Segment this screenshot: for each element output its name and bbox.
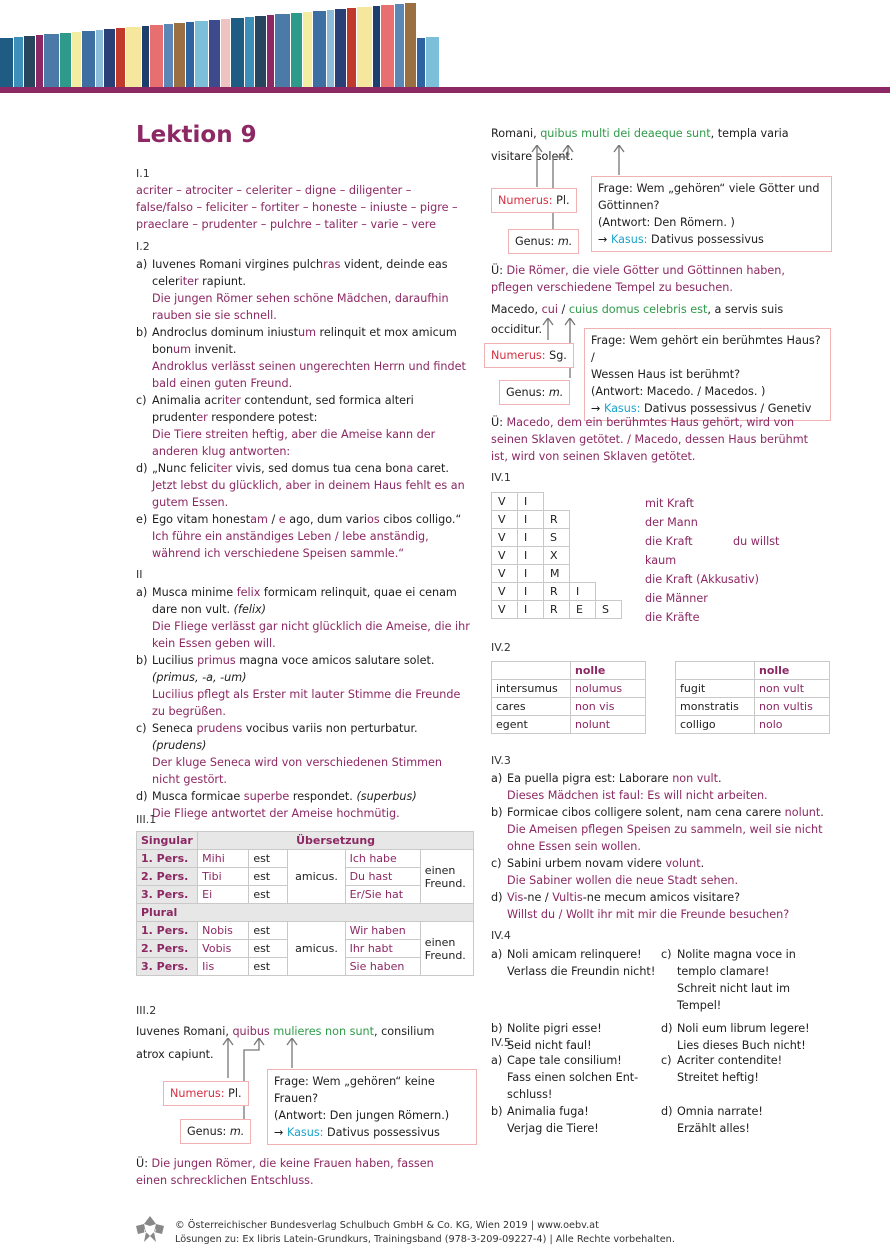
possessive-table [136, 831, 474, 976]
frage-box: Frage: Wem gehört ein berühmtes Haus? / Wessen Haus ist berühmt? (Antwort: Macedo. / Macedos. ) → Kasus: Dativus possessivus / Genetiv [584, 328, 831, 421]
highlight: iter [213, 462, 233, 475]
meaning: kaum [645, 554, 677, 567]
svg-text:öbv: öbv [143, 1227, 157, 1235]
highlight: um [297, 326, 316, 339]
book-spine [126, 27, 141, 88]
meaning: die Kraft (Akkusativ) [645, 573, 760, 586]
table-row: colligo nolo [676, 716, 830, 734]
table-header: Plural [137, 904, 474, 922]
table-row: egent nolunt [492, 716, 646, 734]
numerus-box: Numerus: Pl. [491, 188, 577, 213]
book-spine [36, 35, 43, 88]
book-spine [0, 38, 13, 88]
genus-box: Genus: m. [508, 229, 579, 254]
book-spine [195, 21, 208, 88]
book-spine [373, 6, 380, 88]
section-label: IV.1 [491, 471, 511, 484]
genus-box: Genus: m. [180, 1119, 251, 1144]
page-title: Lektion 9 [136, 122, 257, 148]
section-label: IV.2 [491, 641, 511, 654]
sentence-macedo: Macedo, cui / cuius domus celebris est, a servis suis occiditur. [491, 303, 784, 336]
exercise-item: b) Androclus dominum iniustum relinquit et mox amicum bonum invenit. Androklus verlässt seinen ungerechten Herrn und findet bald einen guten Freund. [136, 326, 466, 390]
exercise-item: c) Animalia acriter contendunt, sed formica alteri prudenter respondere potest: Die Tiere streiten heftig, aber die Ameise kann der anderen klug antworten: [136, 394, 436, 458]
table-row: V I R [492, 511, 622, 529]
book-spine [96, 30, 103, 88]
book-spine [231, 18, 244, 88]
exercise-item: b) Lucilius primus magna voce amicos salutare solet. (primus, -a, -um) Lucilius pflegt als Erster mit lauter Stimme die Freunde zu begrüßen. [136, 654, 461, 718]
table-row: V I R I [492, 583, 622, 601]
highlight: primus [197, 654, 236, 667]
exercise-item: c) Seneca prudens vocibus variis non perturbatur. (prudens) Der kluge Seneca wird von verschiedenen Stimmen nicht gestört. [136, 722, 442, 786]
table-row: V I R E S [492, 601, 622, 619]
highlight: volunt [665, 857, 701, 870]
table-row: V I [492, 493, 622, 511]
section-label: IV.5 [491, 1036, 511, 1049]
book-spine [14, 37, 23, 88]
book-spine [327, 10, 334, 88]
book-spine [186, 22, 194, 88]
table-header: Übersetzung [198, 832, 474, 850]
book-spine [221, 19, 230, 88]
meaning-extra: du willst [733, 535, 780, 548]
table-row: intersumus nolumus [492, 680, 646, 698]
exercise-item: a) Ea puella pigra est: Laborare non vult. Dieses Mädchen ist faul: Es will nicht arbeiten. [491, 772, 768, 802]
book-spine [395, 4, 404, 88]
nolle-table-right: nolle fugit non vult monstratis non vultis colligo nolo [675, 661, 830, 734]
table-row: V I M [492, 565, 622, 583]
highlight: ras [323, 258, 341, 271]
vis-table [491, 492, 622, 619]
exercise-item: e) Ego vitam honestam / e ago, dum varios cibos colligo.“ Ich führe ein anständiges Leben / lebe anständig, während ich verschiedene Speisen sammle.“ [136, 513, 462, 560]
highlight: prudens [196, 722, 243, 735]
book-spine [381, 5, 394, 88]
book-spine [209, 20, 220, 88]
exercise-item: d) Musca formicae superbe respondet. (superbus) Die Fliege antwortet der Ameise hochmütig. [136, 790, 417, 820]
exercise-item: d) „Nunc feliciter vivis, sed domus tua cena bona caret. Jetzt lebst du glücklich, aber in deinem Haus fehlt es an gutem Essen. [136, 462, 465, 509]
exercise-item: d) Omnia narrate! Erzählt alles! [661, 1105, 763, 1135]
frage-box: Frage: Wem „gehören“ keine Frauen? (Antwort: Den jungen Römern.) → Kasus: Dativus possessivus [267, 1069, 477, 1145]
table-row: 3. Pers. Ei est Er/Sie hat [137, 886, 474, 904]
exercise-item: d) Noli eum librum legere! Lies dieses Buch nicht! [661, 1022, 810, 1052]
vis-meanings [645, 494, 759, 627]
bookshelf-banner [0, 0, 890, 96]
book-spine [164, 24, 173, 88]
exercise-iv4 [491, 946, 831, 1054]
highlight: a [406, 462, 414, 475]
book-spine [255, 16, 266, 88]
book-spine [267, 15, 274, 88]
highlight: iter [221, 394, 241, 407]
highlight: am [250, 513, 268, 526]
table-row: 1. Pers. Mihi est amicus. Ich habe einen Freund. [137, 850, 474, 868]
book-spine [275, 14, 290, 88]
nolle-table-left: nolle intersumus nolumus cares non vis egent nolunt [491, 661, 646, 734]
exercise-item: a) Musca minime felix formicam relinquit, quae ei cenam dare non vult. (felix) Die Fliege verlässt gar nicht glücklich die Ameise, die ihr kein Essen geben will. [136, 586, 470, 650]
exercise-item: c) Sabini urbem novam videre volunt. Die Sabiner wollen die neue Stadt sehen. [491, 857, 739, 887]
book-spine [335, 9, 346, 88]
highlight: os [366, 513, 380, 526]
table-header: Singular [137, 832, 198, 850]
highlight: nolunt [784, 806, 821, 819]
exercise-ii [136, 584, 472, 822]
footer-text: © Österreichischer Bundesverlag Schulbuch GmbH & Co. KG, Wien 2019 | www.oebv.at Lösungen zu: Ex libris Latein-Grundkurs, Trainingsband (978-3-209-09227-4) | Alle Rechte vorbehalten. [175, 1220, 675, 1245]
meaning: die Kraft [645, 535, 693, 548]
meaning: der Mann [645, 516, 698, 529]
section-label: I.2 [136, 240, 150, 253]
table-row: cares non vis [492, 698, 646, 716]
table-row: 1. Pers. Nobis est amicus. Wir haben einen Freund. [137, 922, 474, 940]
exercise-item: b) Animalia fuga! Verjag die Tiere! [491, 1105, 599, 1135]
highlight: cuius [568, 303, 599, 316]
exercise-item: a) Cape tale consilium! Fass einen solchen Ent-schluss! [491, 1054, 639, 1101]
exercise-item: b) Formicae cibos colligere solent, nam cena carere nolunt. Die Ameisen pflegen Speisen zu sammeln, weil sie nicht ohne Essen sein wollen. [491, 806, 824, 853]
highlight: e [278, 513, 286, 526]
table-row: V I S [492, 529, 622, 547]
exercise-item: c) Nolite magna voce in templo clamare! Schreit nicht laut im Tempel! [661, 948, 796, 1012]
highlight: domus celebris est [601, 303, 708, 316]
table-row: 2. Pers. Vobis est Ihr habt [137, 940, 474, 958]
table-row: monstratis non vultis [676, 698, 830, 716]
section-label: I.1 [136, 167, 150, 180]
adverb-list: acriter – atrociter – celeriter – digne – diligenter – false/falso – feliciter – fortiter – honeste – iniuste – pigre – praeclare – prudenter – pulchre – taliter – varie – vere [136, 184, 458, 231]
translation: Ü: Die Römer, die viele Götter und Göttinnen haben, pflegen verschiedene Tempel zu besuchen. [491, 264, 785, 294]
header-band [0, 87, 890, 93]
section-label: II [136, 568, 143, 581]
book-spine [150, 25, 163, 88]
book-spine [174, 23, 185, 88]
highlight: mulieres non sunt [273, 1025, 375, 1038]
exercise-item: d) Vis-ne / Vultis-ne mecum amicos visitare? Willst du / Wollt ihr mit mir die Freunde besuchen? [491, 891, 790, 921]
highlight: um [173, 343, 192, 356]
highlight: cui [541, 303, 558, 316]
book-spine [426, 37, 439, 88]
book-spine [116, 28, 125, 88]
book-spine [72, 32, 81, 88]
exercise-item: c) Acriter contendite! Streitet heftig! [661, 1054, 783, 1084]
highlight: multi dei deaeque sunt [581, 127, 711, 140]
book-spine [104, 29, 115, 88]
book-spine [291, 13, 302, 88]
highlight: felix [236, 586, 261, 599]
book-spine [82, 31, 95, 88]
genus-box: Genus: m. [499, 380, 570, 405]
exercise-i2 [136, 256, 472, 562]
meaning: mit Kraft [645, 497, 694, 510]
meaning: die Männer [645, 592, 708, 605]
translation-iii2: Ü: Die jungen Römer, die keine Frauen haben, fassen einen schrecklichen Entschluss. [136, 1157, 434, 1187]
table-row: 3. Pers. Iis est Sie haben [137, 958, 474, 976]
section-label: III.1 [136, 813, 157, 826]
exercise-iv3 [491, 770, 827, 923]
translation: Ü: Macedo, dem ein berühmtes Haus gehört, wird von seinen Sklaven getötet. / Macedo, dessen Haus berühmt ist, wird von seinen Sklaven getötet. [491, 416, 809, 463]
sentence-iii2: Iuvenes Romani, quibus mulieres non sunt, consilium atrox capiunt. [136, 1025, 435, 1061]
table-row: V I X [492, 547, 622, 565]
exercise-item: a) Iuvenes Romani virgines pulchras vident, deinde eas celeriter rapiunt. Die jungen Römer sehen schöne Mädchen, daraufhin rauben sie sie schnell. [136, 258, 449, 322]
exercise-item: b) Nolite pigri esse! Seid nicht faul! [491, 1022, 602, 1052]
highlight: superbe [243, 790, 290, 803]
book-spine [313, 11, 326, 88]
highlight: quibus [232, 1025, 270, 1038]
oebv-logo [136, 1216, 164, 1244]
exercise-iv5 [491, 1052, 831, 1137]
numerus-box: Numerus: Pl. [163, 1081, 249, 1106]
highlight: er [196, 411, 208, 424]
highlight: iter [179, 275, 199, 288]
highlight: quibus [540, 127, 578, 140]
book-spine [303, 12, 312, 88]
book-spine [142, 26, 149, 88]
numerus-box: Numerus: Sg. [484, 343, 574, 368]
highlight: non vult [672, 772, 719, 785]
book-spine [357, 7, 372, 88]
book-spine [417, 38, 425, 88]
book-spine [405, 3, 416, 88]
highlight: Vis [507, 891, 524, 904]
section-label: IV.4 [491, 929, 511, 942]
meaning: die Kräfte [645, 611, 700, 624]
frage-box: Frage: Wem „gehören“ viele Götter und Göttinnen? (Antwort: Den Römern. ) → Kasus: Dativus possessivus [591, 176, 832, 252]
book-spine [60, 33, 71, 88]
section-label: IV.3 [491, 754, 511, 767]
book-spine [347, 8, 356, 88]
highlight: Vultis [552, 891, 583, 904]
exercise-item: a) Noli amicam relinquere! Verlass die Freundin nicht! [491, 948, 656, 978]
sentence-romani: Romani, quibus multi dei deaeque sunt, templa varia visitare solent. [491, 127, 789, 163]
book-spine [24, 36, 35, 88]
book-spine [44, 34, 59, 88]
table-row: 2. Pers. Tibi est Du hast [137, 868, 474, 886]
book-spine [245, 17, 254, 88]
section-label: III.2 [136, 1004, 157, 1017]
table-row: fugit non vult [676, 680, 830, 698]
